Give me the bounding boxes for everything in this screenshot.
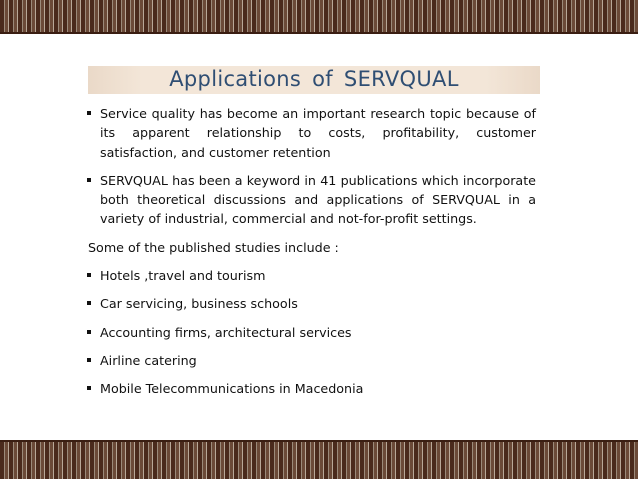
- square-bullet-icon: [87, 111, 91, 115]
- study-item: [88, 323, 536, 342]
- square-bullet-icon: [87, 358, 91, 362]
- bullet-text: Service quality has become an important research topic because of its apparent relationship to costs, profitability, customer satisfaction, and customer retention: [100, 106, 536, 160]
- study-text: Airline catering: [100, 352, 197, 368]
- bullet-item: [88, 171, 536, 229]
- square-bullet-icon: [87, 178, 91, 182]
- top-decorative-stripes: [0, 0, 638, 32]
- study-text: Hotels ,travel and tourism: [100, 268, 266, 284]
- study-item: [88, 294, 536, 313]
- bullet-text: SERVQUAL has been a keyword in 41 publications which incorporate both theoretical discussions and applications of SERVQUAL in a variety of industrial, commercial and not-for-profit settings.: [100, 172, 536, 227]
- top-stripe-border: [0, 32, 638, 34]
- square-bullet-icon: [87, 386, 91, 390]
- square-bullet-icon: [87, 330, 91, 334]
- bullet-item: [88, 104, 536, 162]
- study-text: Car servicing, business schools: [100, 296, 298, 312]
- study-item: [88, 379, 536, 398]
- slide-body: [88, 104, 536, 399]
- intro-text: Some of the published studies include :: [88, 239, 339, 255]
- study-text: Mobile Telecommunications in Macedonia: [100, 381, 364, 397]
- study-item: [88, 266, 536, 285]
- bottom-decorative-stripes: [0, 442, 638, 479]
- study-item: [88, 351, 536, 370]
- study-text: Accounting firms, architectural services: [100, 324, 352, 340]
- slide-title: Applications of SERVQUAL: [169, 67, 459, 91]
- square-bullet-icon: [87, 273, 91, 277]
- square-bullet-icon: [87, 301, 91, 305]
